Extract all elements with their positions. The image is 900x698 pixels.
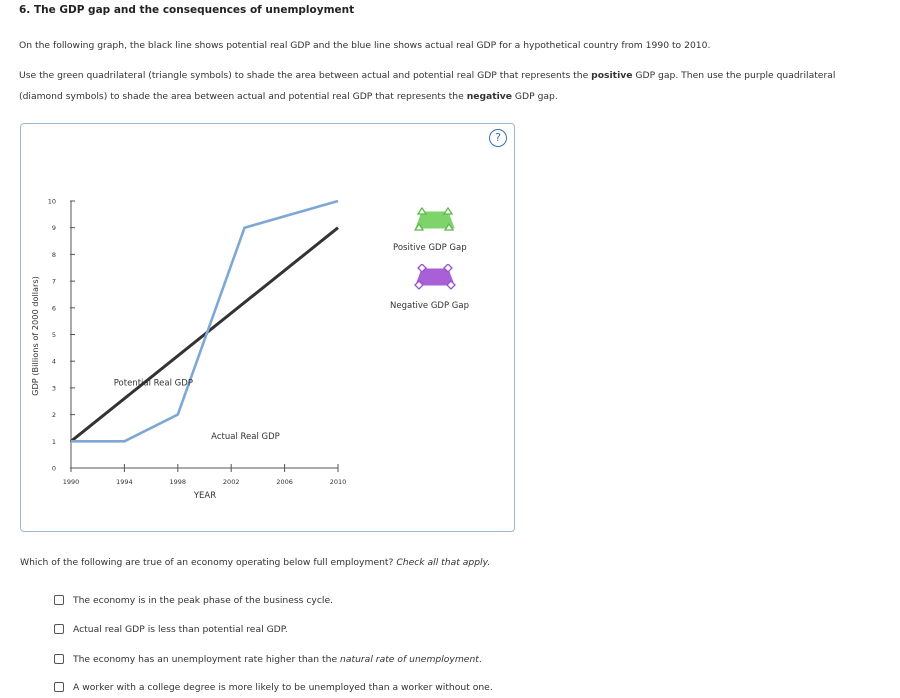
positive-gap-label: Positive GDP Gap: [393, 243, 467, 253]
choice-label: Actual real GDP is less than potential real GDP.: [73, 623, 288, 635]
triangle-handle-icon[interactable]: [418, 208, 426, 214]
y-axis-label: GDP (Billions of 2000 dollars): [30, 276, 40, 396]
negative-gap-label: Negative GDP Gap: [390, 301, 469, 311]
y-tick-label: 4: [51, 357, 56, 366]
y-tick-label: 1: [51, 437, 56, 446]
negative-gap-tool[interactable]: [414, 264, 456, 290]
choice-label: [73, 654, 482, 665]
y-tick-label: 2: [51, 411, 56, 420]
positive-gap-tool[interactable]: [414, 207, 456, 233]
y-tick-label: 8: [51, 250, 56, 259]
y-tick-label: 10: [47, 197, 56, 206]
x-tick-label: 2002: [222, 478, 240, 486]
negative-emphasis: negative: [466, 91, 512, 102]
positive-emphasis: positive: [591, 70, 633, 81]
y-tick-label: 0: [51, 464, 56, 473]
question-text: [20, 557, 490, 568]
instructions-part2: GDP gap. Then use the purple quadrilateral (diamond symbols) to shade the area between actual and potential real GDP that represents the: [19, 70, 836, 102]
y-tick-label: 9: [51, 224, 56, 233]
potential-gdp-line[interactable]: [71, 228, 338, 442]
instructions-part3: GDP gap.: [512, 91, 558, 102]
triangle-handle-icon[interactable]: [444, 208, 452, 214]
x-tick-label: 1990: [62, 478, 80, 486]
x-tick-label: 2010: [329, 478, 347, 486]
checkbox[interactable]: [54, 682, 64, 692]
checkbox[interactable]: [54, 624, 64, 634]
choice-label-after: .: [478, 653, 482, 665]
choice-college-degree[interactable]: [54, 679, 493, 695]
choice-label-before: The economy has an unemployment rate higher than the: [73, 653, 341, 665]
x-axis-label: YEAR: [193, 491, 217, 501]
choice-peak-phase[interactable]: [54, 592, 333, 608]
potential-gdp-annotation: Potential Real GDP: [113, 378, 193, 389]
help-icon[interactable]: ?: [489, 129, 507, 147]
y-tick-label: 3: [51, 384, 56, 393]
choice-label: A worker with a college degree is more likely to be unemployed than a worker without one.: [73, 681, 493, 693]
y-tick-label: 5: [51, 331, 56, 339]
actual-gdp-annotation: Actual Real GDP: [211, 431, 280, 442]
intro-text: On the following graph, the black line shows potential real GDP and the blue line shows actual real GDP for a hypothetical country from 1990 to 2010.: [19, 40, 711, 51]
x-tick-label: 1994: [116, 478, 133, 486]
choice-label-emphasis: natural rate of unemployment: [340, 653, 479, 665]
checkbox[interactable]: [54, 654, 64, 664]
y-tick-label: 7: [51, 277, 56, 286]
checkbox[interactable]: [54, 595, 64, 605]
choice-higher-unemployment[interactable]: [54, 651, 482, 667]
x-tick-label: 1998: [169, 478, 187, 486]
instructions-part1: Use the green quadrilateral (triangle symbols) to shade the area between actual and potential real GDP that represents the: [19, 70, 592, 81]
choice-actual-less-than-potential[interactable]: [54, 621, 288, 637]
choice-label: The economy is in the peak phase of the business cycle.: [73, 594, 334, 606]
x-tick-label: 2006: [276, 478, 293, 486]
question-prefix: Which of the following are true of an economy operating below full employment?: [20, 557, 397, 568]
actual-gdp-line[interactable]: [71, 201, 338, 441]
y-tick-label: 6: [51, 304, 56, 313]
question-title: 6. The GDP gap and the consequences of unemployment: [19, 4, 355, 16]
question-emphasis: Check all that apply.: [396, 557, 491, 568]
